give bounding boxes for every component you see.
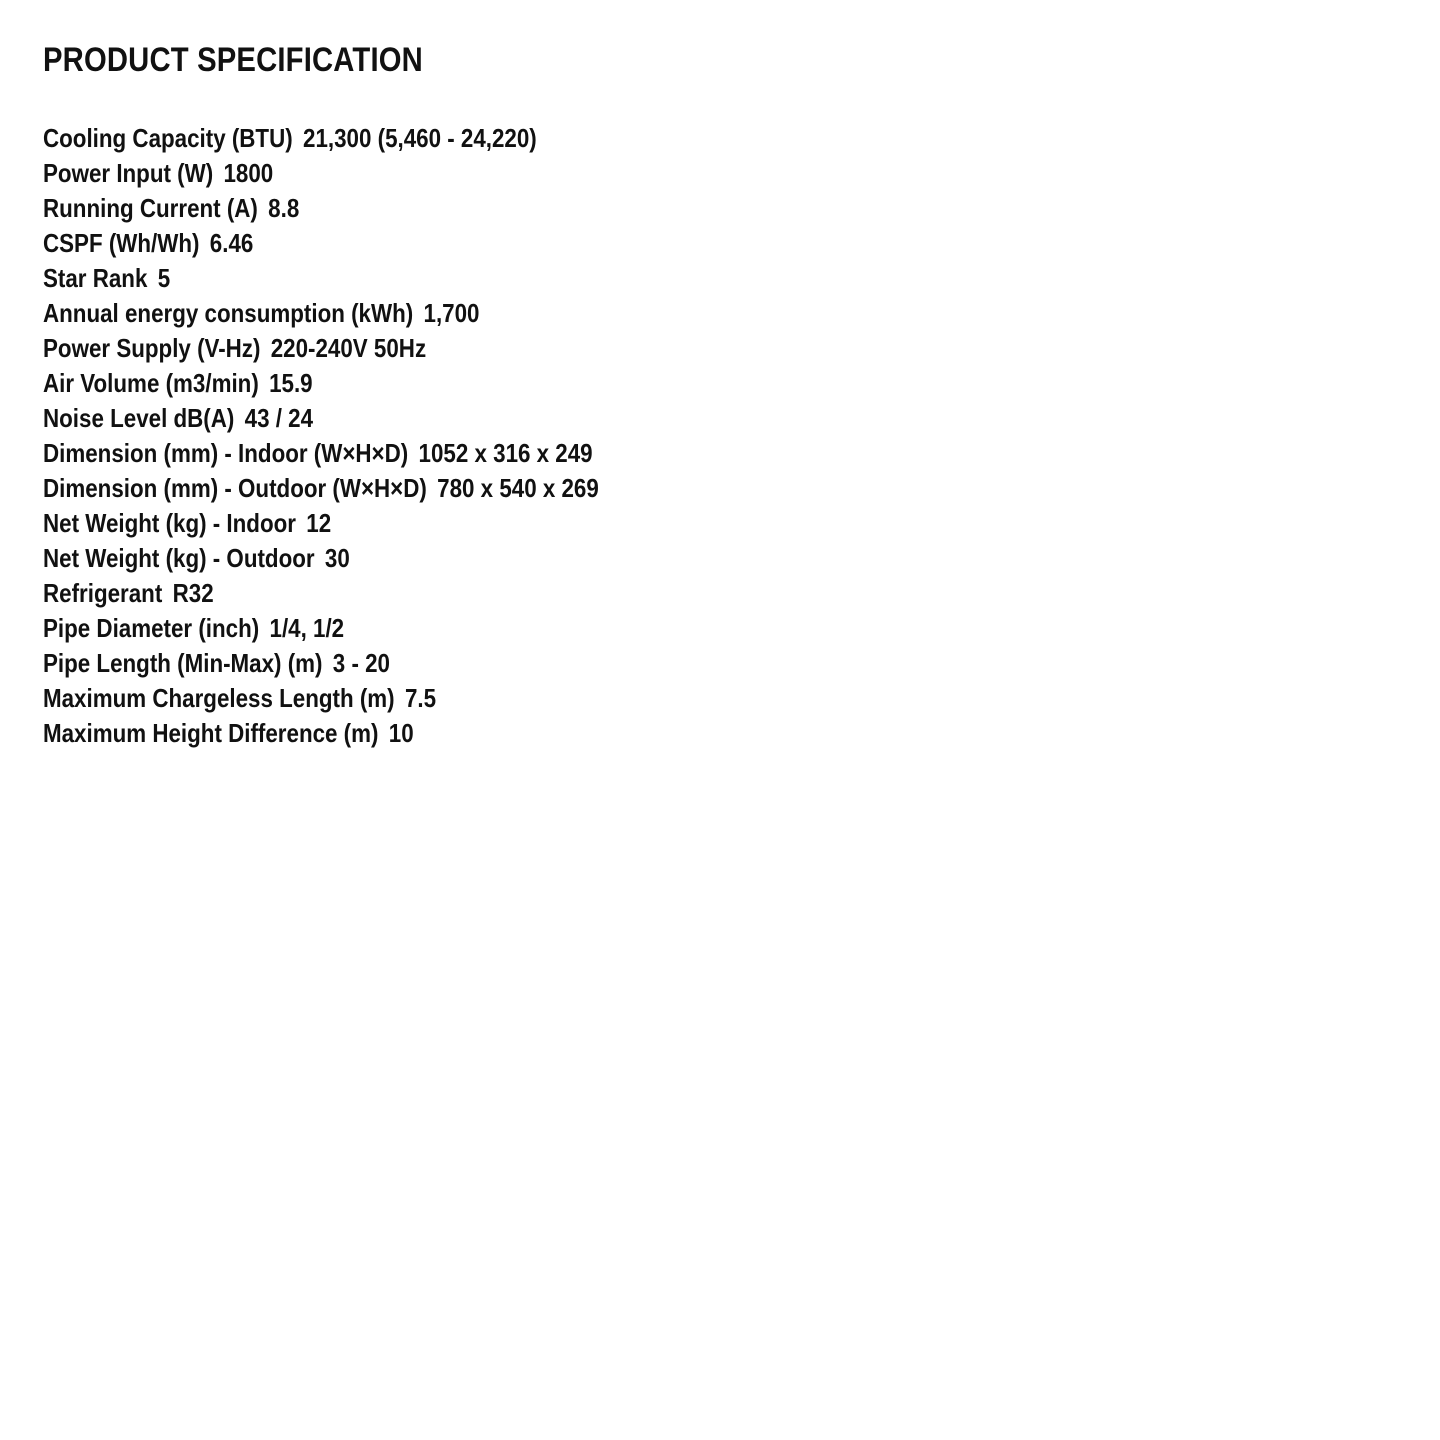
spec-value: 15.9 xyxy=(269,368,313,398)
spec-value: 30 xyxy=(324,543,350,573)
spec-value: 1,700 xyxy=(423,298,480,328)
spec-row-dimension-outdoor xyxy=(43,471,1207,506)
spec-label: Running Current (A) xyxy=(43,193,258,223)
spec-value: 3 - 20 xyxy=(332,648,390,678)
spec-row-running-current xyxy=(43,191,1207,226)
spec-label: Air Volume (m3/min) xyxy=(43,368,259,398)
spec-row-annual-energy xyxy=(43,296,1207,331)
spec-label: Annual energy consumption (kWh) xyxy=(43,298,414,328)
spec-row-net-weight-outdoor xyxy=(43,541,1207,576)
spec-value: 43 / 24 xyxy=(244,403,314,433)
spec-row-dimension-indoor xyxy=(43,436,1207,471)
spec-label: Dimension (mm) - Indoor (W×H×D) xyxy=(43,438,409,468)
spec-value: 7.5 xyxy=(404,683,437,713)
spec-value: 12 xyxy=(306,508,332,538)
spec-label: Net Weight (kg) - Indoor xyxy=(43,508,296,538)
spec-label: CSPF (Wh/Wh) xyxy=(43,228,200,258)
spec-label: Power Input (W) xyxy=(43,158,214,188)
spec-label: Maximum Height Difference (m) xyxy=(43,718,379,748)
spec-row-max-height-difference xyxy=(43,716,1207,751)
spec-value: 6.46 xyxy=(209,228,254,258)
spec-list xyxy=(43,121,1397,751)
spec-value: 780 x 540 x 269 xyxy=(437,473,599,503)
spec-row-max-chargeless-length xyxy=(43,681,1207,716)
spec-value: 21,300 (5,460 - 24,220) xyxy=(303,123,537,153)
spec-value: 8.8 xyxy=(268,193,300,223)
spec-row-pipe-diameter xyxy=(43,611,1207,646)
spec-page xyxy=(43,38,1397,751)
spec-label: Pipe Diameter (inch) xyxy=(43,613,260,643)
spec-value: 1052 x 316 x 249 xyxy=(418,438,593,468)
spec-row-cooling-capacity xyxy=(43,121,1207,156)
page-title: PRODUCT SPECIFICATION xyxy=(43,41,423,79)
spec-label: Pipe Length (Min-Max) (m) xyxy=(43,648,323,678)
spec-row-net-weight-indoor xyxy=(43,506,1207,541)
spec-label: Maximum Chargeless Length (m) xyxy=(43,683,395,713)
spec-label: Star Rank xyxy=(43,263,148,293)
spec-value: 10 xyxy=(388,718,414,748)
spec-row-air-volume xyxy=(43,366,1207,401)
spec-row-power-supply xyxy=(43,331,1207,366)
spec-value: 5 xyxy=(157,263,171,293)
spec-value: 1800 xyxy=(223,158,274,188)
spec-value: R32 xyxy=(172,578,214,608)
spec-label: Noise Level dB(A) xyxy=(43,403,235,433)
spec-label: Power Supply (V-Hz) xyxy=(43,333,261,363)
spec-row-refrigerant xyxy=(43,576,1207,611)
spec-row-power-input xyxy=(43,156,1207,191)
spec-value: 220-240V 50Hz xyxy=(270,333,427,363)
spec-label: Cooling Capacity (BTU) xyxy=(43,123,293,153)
spec-row-noise-level xyxy=(43,401,1207,436)
spec-label: Dimension (mm) - Outdoor (W×H×D) xyxy=(43,473,427,503)
spec-row-star-rank xyxy=(43,261,1207,296)
spec-label: Refrigerant xyxy=(43,578,163,608)
spec-value: 1/4, 1/2 xyxy=(269,613,345,643)
spec-row-pipe-length xyxy=(43,646,1207,681)
spec-label: Net Weight (kg) - Outdoor xyxy=(43,543,315,573)
spec-row-cspf xyxy=(43,226,1207,261)
